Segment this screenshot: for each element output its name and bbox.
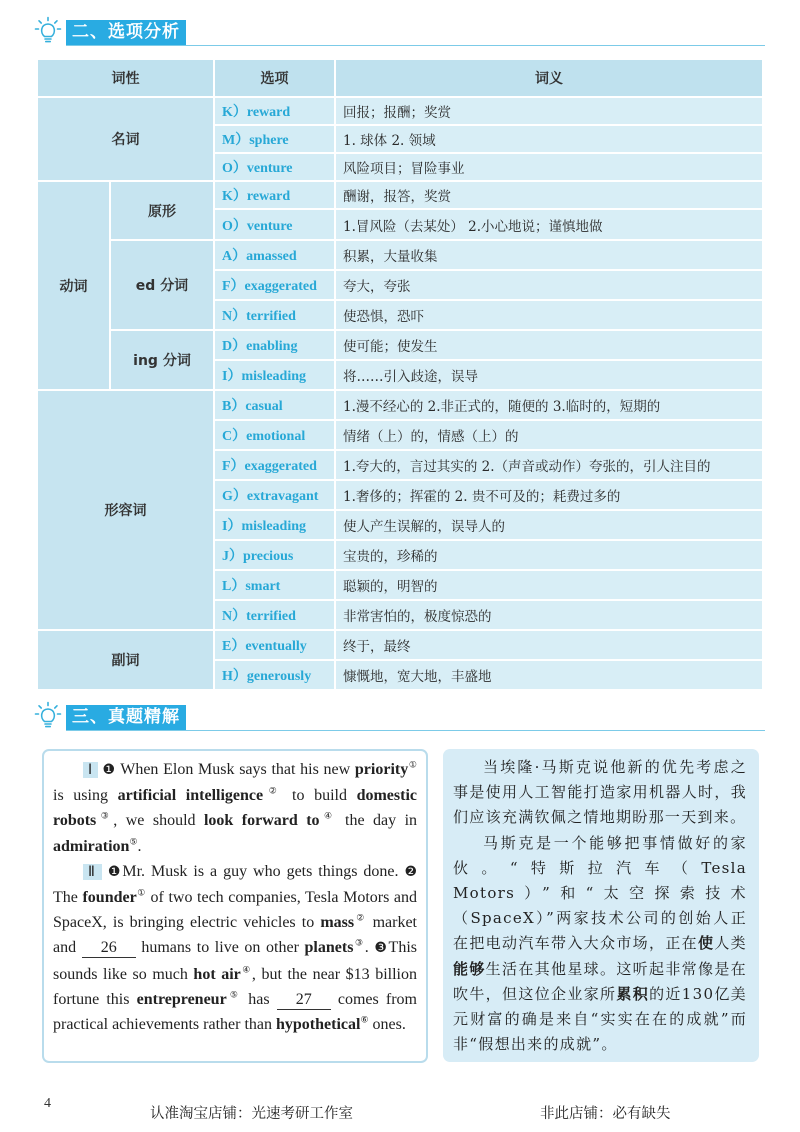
sentence-number: ❶ [102,762,116,778]
page-number: 4 [44,1096,51,1111]
key-term: artificial intelligence [117,787,264,805]
annotation-marker: ① [136,888,146,899]
key-term: admiration [53,837,130,855]
option-cell: J）precious [215,541,334,569]
annotation-marker: ⑤ [129,837,138,848]
meaning-cell: 使人产生误解的，误导人的 [336,511,762,539]
annotation-marker: ⑤ [226,990,242,1001]
sentence-number: ❸ [374,940,389,957]
section-heading-explanation: 三、真题精解 [66,705,186,730]
text-run: market and [53,914,417,957]
table-row [38,182,762,208]
text-run: 人类 [714,934,747,953]
meaning-cell: 宝贵的，珍稀的 [336,541,762,569]
key-term: mass [320,914,355,932]
text-run: . [137,837,142,855]
annotation-marker: ⑥ [360,1015,369,1026]
footer-warning: 非此店铺：必有缺失 [540,1106,671,1122]
header-option: 选项 [215,60,334,96]
passage-paragraph [53,859,417,1037]
option-cell: D）enabling [215,331,334,359]
meaning-cell: 1.冒风险（去某处） 2.小心地说；谨慎地做 [336,210,762,239]
meaning-cell: 风险项目；冒险事业 [336,154,762,180]
meaning-cell: 酬谢，报答，奖赏 [336,182,762,208]
option-cell: F）exaggerated [215,271,334,299]
translation-paragraph [453,755,747,831]
text-run: Mr. Musk is a guy who gets things done. [122,862,405,880]
meaning-cell: 夸大，夸张 [336,271,762,299]
subcat-cell-present-participle: ing 分词 [111,331,213,389]
table-row [38,241,762,269]
pos-cell-verb: 动词 [38,182,109,389]
key-term: planets [304,939,354,957]
key-term: look forward to [203,812,320,830]
text-run: This sounds like so much [53,939,417,983]
subcat-cell-past-participle: ed 分词 [111,241,213,329]
header-part-of-speech: 词性 [38,60,213,96]
text-run: has [241,990,277,1008]
meaning-cell: 终于，最终 [336,631,762,659]
text-run: humans to live on other [135,939,305,957]
key-term: hypothetical [276,1016,361,1034]
meaning-cell: 非常害怕的，极度惊恐的 [336,601,762,629]
key-term: founder [82,889,137,907]
key-term: 能够 [453,959,486,978]
subcat-cell-base-form: 原形 [111,182,213,239]
table-row [38,391,762,419]
meaning-cell: 1.夸大的，言过其实的 2.（声音或动作）夸张的，引人注目的 [336,451,762,479]
option-cell: O）venture [215,210,334,239]
footer-shop-note: 认准淘宝店铺：光速考研工作室 [150,1106,353,1122]
pos-cell-adverb: 副词 [38,631,213,689]
option-cell: C）emotional [215,421,334,449]
meaning-cell: 积累，大量收集 [336,241,762,269]
translation-paragraph [453,831,747,1058]
annotation-marker: ② [263,786,283,797]
option-cell: L）smart [215,571,334,599]
passage-paragraph [53,757,417,859]
meaning-cell: 使可能；使发生 [336,331,762,359]
meaning-cell: 1.漫不经心的 2.非正式的，随便的 3.临时的，短期的 [336,391,762,419]
option-cell: E）eventually [215,631,334,659]
meaning-cell: 使恐惧，恐吓 [336,301,762,329]
text-run: 的近130亿美元财富的确是来自“实实在在的成就”而非“假想出来的成就”。 [453,984,747,1054]
meaning-cell: 情绪（上）的，情感（上）的 [336,421,762,449]
text-run: The [53,889,83,907]
text-run: is using [53,787,118,805]
section-heading-analysis: 二、选项分析 [66,20,186,45]
text-run: , we should [113,812,204,830]
vocab-table [36,58,764,691]
option-cell: K）reward [215,182,334,208]
annotation-marker: ④ [240,965,252,976]
annotation-marker: ② [354,913,367,924]
option-cell: B）casual [215,391,334,419]
text-run: 生活在其他星球。这听起非常像是在吹牛，但这位企业家所 [453,959,747,1003]
option-cell: A）amassed [215,241,334,269]
option-cell: K）reward [215,98,334,124]
table-row [38,331,762,359]
option-cell: I）misleading [215,511,334,539]
text-run: , but the near $13 billion fortune this [53,965,417,1008]
table-row [38,98,762,124]
table-row [38,631,762,659]
annotation-marker: ④ [319,812,337,823]
section-divider [66,45,765,46]
option-cell: M）sphere [215,126,334,152]
header-meaning: 词义 [336,60,762,96]
meaning-cell: 1. 球体 2. 领域 [336,126,762,152]
text-run: the day in [336,812,418,830]
meaning-cell: 回报；报酬；奖赏 [336,98,762,124]
sentence-number: ❶ [107,863,123,880]
table-header-row [38,60,762,96]
numbered-blank: 27 [277,991,331,1010]
key-term: 使 [698,934,715,953]
annotation-marker: ① [408,760,417,771]
english-passage-panel [42,749,428,1063]
annotation-marker: ③ [96,812,114,823]
lightbulb-icon [34,701,62,731]
meaning-cell: 1.奢侈的；挥霍的 2. 贵不可及的；耗费过多的 [336,481,762,509]
text-run: When Elon Musk says that his new [115,761,355,778]
option-cell: N）terrified [215,301,334,329]
text-run: 当埃隆·马斯克说他新的优先考虑之事是使用人工智能打造家用机器人时，我们应该充满钦佩之情地期盼那一天到来。 [453,758,747,827]
key-term: hot air [193,965,241,983]
text-run: to build [282,787,357,805]
option-cell: N）terrified [215,601,334,629]
meaning-cell: 慷慨地，宽大地，丰盛地 [336,661,762,689]
chinese-translation-panel [443,749,759,1062]
meaning-cell: 将……引入歧途，误导 [336,361,762,389]
option-cell: H）generously [215,661,334,689]
option-cell: I）misleading [215,361,334,389]
key-term: entrepreneur [136,990,227,1008]
text-run: of two tech companies, Tesla Motors and SpaceX, is bringing electric vehicles to [53,889,418,932]
key-term: 累积 [616,984,650,1003]
sentence-number: ❷ [404,863,417,880]
option-cell: O）venture [215,154,334,180]
key-term: domestic robots [53,787,417,830]
text-run: 马斯克是一个能够把事情做好的家伙。“特斯拉汽车（Tesla Motors）”和“太空探索技术（SpaceX）”两家技术公司的创始人正在把电动汽车带入大众市场，正在 [453,833,747,953]
option-cell: F）exaggerated [215,451,334,479]
text-run: . [364,939,375,957]
text-run: comes from practical achievements rather than [53,990,417,1034]
lightbulb-icon [34,16,62,46]
pos-cell-noun: 名词 [38,98,213,180]
meaning-cell: 聪颖的，明智的 [336,571,762,599]
option-cell: G）extravagant [215,481,334,509]
pos-cell-adjective: 形容词 [38,391,213,629]
key-term: priority [354,761,409,778]
paragraph-marker: Ⅰ [83,762,98,778]
text-run: ones. [368,1016,406,1034]
annotation-marker: ③ [353,939,365,950]
section-divider [66,730,765,731]
numbered-blank: 26 [82,939,136,958]
paragraph-marker: Ⅱ [83,864,102,880]
